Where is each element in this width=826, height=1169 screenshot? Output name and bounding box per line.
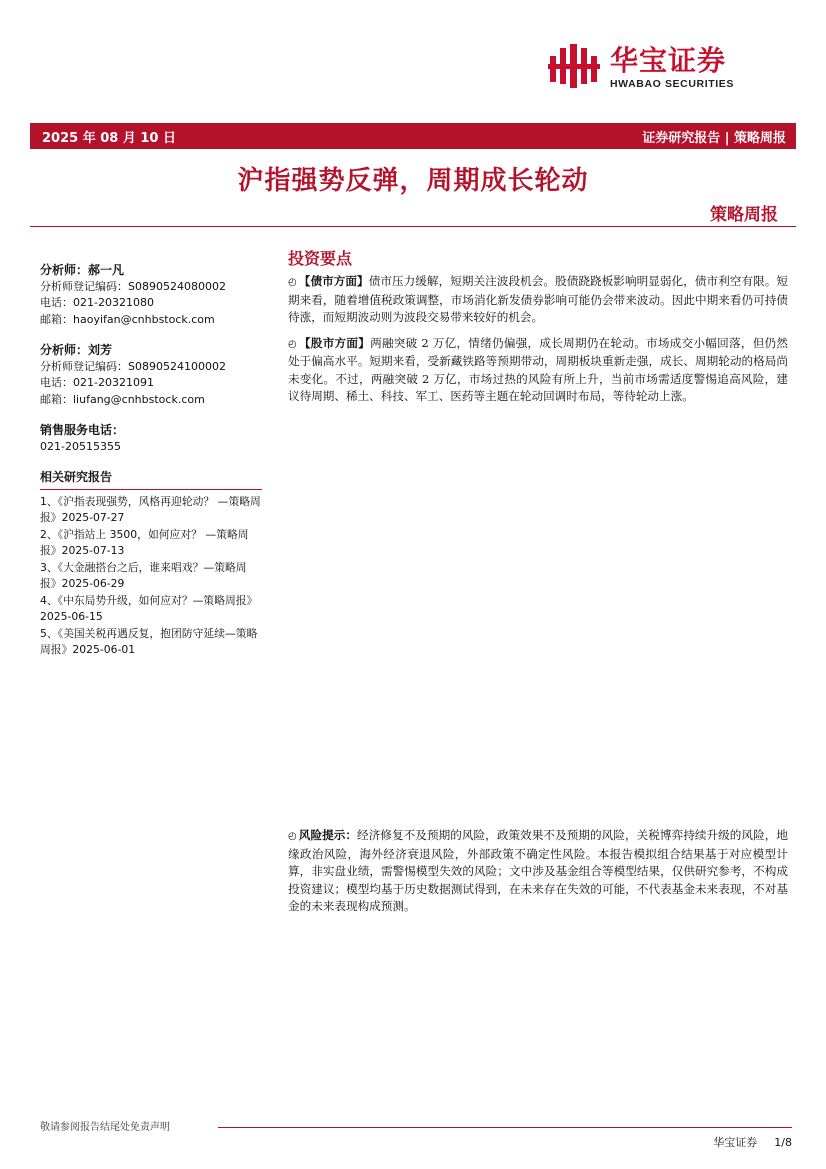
analyst-phone: 电话：021-20321080 bbox=[40, 296, 154, 309]
related-reports bbox=[40, 469, 262, 659]
key-point-bond bbox=[288, 273, 788, 327]
risk-tag: 风险提示： bbox=[298, 828, 358, 842]
page-number: 1/8 bbox=[774, 1136, 792, 1149]
sales-label: 销售服务电话： bbox=[40, 423, 125, 437]
key-points-heading: 投资要点 bbox=[288, 249, 353, 268]
key-point-text: 两融突破 2 万亿，情绪仍偏强，成长周期仍在轮动。市场成交小幅回落，但仍然处于偏高水平。短期来看，受新藏铁路等预期带动，周期板块重新走强，成长、周期轮动的格局尚未变化。不过，两融突破 2 万亿，市场过热的风险有所上升，当前市场需适度警惕追高风险，建议待周期、稀土、科技、军工、医药等主题在轮动回调时布局，等待轮动上涨。 bbox=[288, 335, 788, 403]
report-title: 沪指强势反弹，周期成长轮动 bbox=[237, 166, 589, 196]
header-band bbox=[30, 123, 796, 149]
footer-divider bbox=[218, 1127, 792, 1128]
analyst-block bbox=[40, 262, 262, 328]
title-divider bbox=[30, 226, 796, 227]
report-date: 2025 年 08 月 10 日 bbox=[42, 131, 176, 146]
analyst-email[interactable]: 邮箱：liufang@cnhbstock.com bbox=[40, 392, 205, 406]
report-subtitle: 策略周报 bbox=[710, 205, 778, 225]
related-report-item[interactable]: 3、《大金融搭台之后，谁来唱戏？—策略周报》2025-06-29 bbox=[40, 560, 247, 590]
key-point-equity bbox=[288, 335, 788, 406]
clock-bullet-icon: ◴ bbox=[288, 277, 297, 288]
key-point-text: 债市压力缓解，短期关注波段机会。股债跷跷板影响明显弱化，债市利空有限。短期来看，随着增值税政策调整，市场消化新发债券影响可能仍会带来波动。因此中期来看仍可持债待涨，而短期波动则为波段交易带来较好的机会。 bbox=[288, 274, 788, 324]
analyst-name: 分析师：刘芳 bbox=[40, 343, 113, 357]
related-report-item[interactable]: 2、《沪指站上 3500，如何应对？ —策略周报》2025-07-13 bbox=[40, 527, 249, 557]
left-sidebar bbox=[40, 262, 262, 673]
key-point-tag: 【股市方面】 bbox=[298, 335, 371, 350]
risk-warning bbox=[288, 827, 788, 924]
related-report-item[interactable]: 4、《中东局势升级，如何应对？—策略周报》2025-06-15 bbox=[40, 593, 258, 623]
related-report-item[interactable]: 1、《沪指表现强势，风格再迎轮动？ —策略周报》2025-07-27 bbox=[40, 494, 261, 524]
footer-right bbox=[713, 1134, 792, 1150]
clock-bullet-icon: ◴ bbox=[288, 338, 297, 350]
footer-disclaimer: 敬请参阅报告结尾处免责声明 bbox=[40, 1122, 170, 1133]
report-category: 证券研究报告 | 策略周报 bbox=[642, 131, 786, 146]
analyst-name: 分析师：郝一凡 bbox=[40, 263, 125, 277]
analyst-reg: 分析师登记编码：S0890524100002 bbox=[40, 359, 226, 373]
brand-name-en: HWABAO SECURITIES bbox=[610, 78, 734, 90]
clock-bullet-icon: ◴ bbox=[288, 831, 297, 842]
brand-name-cn: 华宝证券 bbox=[610, 44, 727, 77]
related-report-item[interactable]: 5、《美国关税再遇反复，抱团防守延续—策略周报》2025-06-01 bbox=[40, 626, 258, 656]
analyst-email[interactable]: 邮箱：haoyifan@cnhbstock.com bbox=[40, 312, 215, 326]
analyst-block bbox=[40, 342, 262, 408]
risk-paragraph bbox=[288, 827, 788, 916]
key-points-section bbox=[288, 246, 788, 414]
footer-brand: 华宝证券 bbox=[713, 1136, 758, 1149]
analyst-phone: 电话：021-20321091 bbox=[40, 376, 154, 389]
analyst-reg: 分析师登记编码：S0890524080002 bbox=[40, 279, 226, 293]
brand-logo bbox=[548, 44, 780, 96]
key-point-tag: 【债市方面】 bbox=[298, 274, 369, 288]
risk-text: 经济修复不及预期的风险，政策效果不及预期的风险，关税博弈持续升级的风险，地缘政治风险，海外经济衰退风险，外部政策不确定性风险。本报告模拟组合结果基于对应模型计算，非实盘业绩，需警惕模型失效的风险；文中涉及基金组合等模型结果，仅供研究参考，不构成投资建议；模型均基于历史数据测试得到，在未来存在失效的可能，不代表基金未来表现，不对基金的未来表现构成预测。 bbox=[288, 828, 788, 913]
related-reports-heading: 相关研究报告 bbox=[40, 469, 262, 490]
hwabao-logo-icon bbox=[548, 44, 602, 88]
sales-phone: 021-20515355 bbox=[40, 439, 121, 453]
sales-block bbox=[40, 422, 262, 455]
